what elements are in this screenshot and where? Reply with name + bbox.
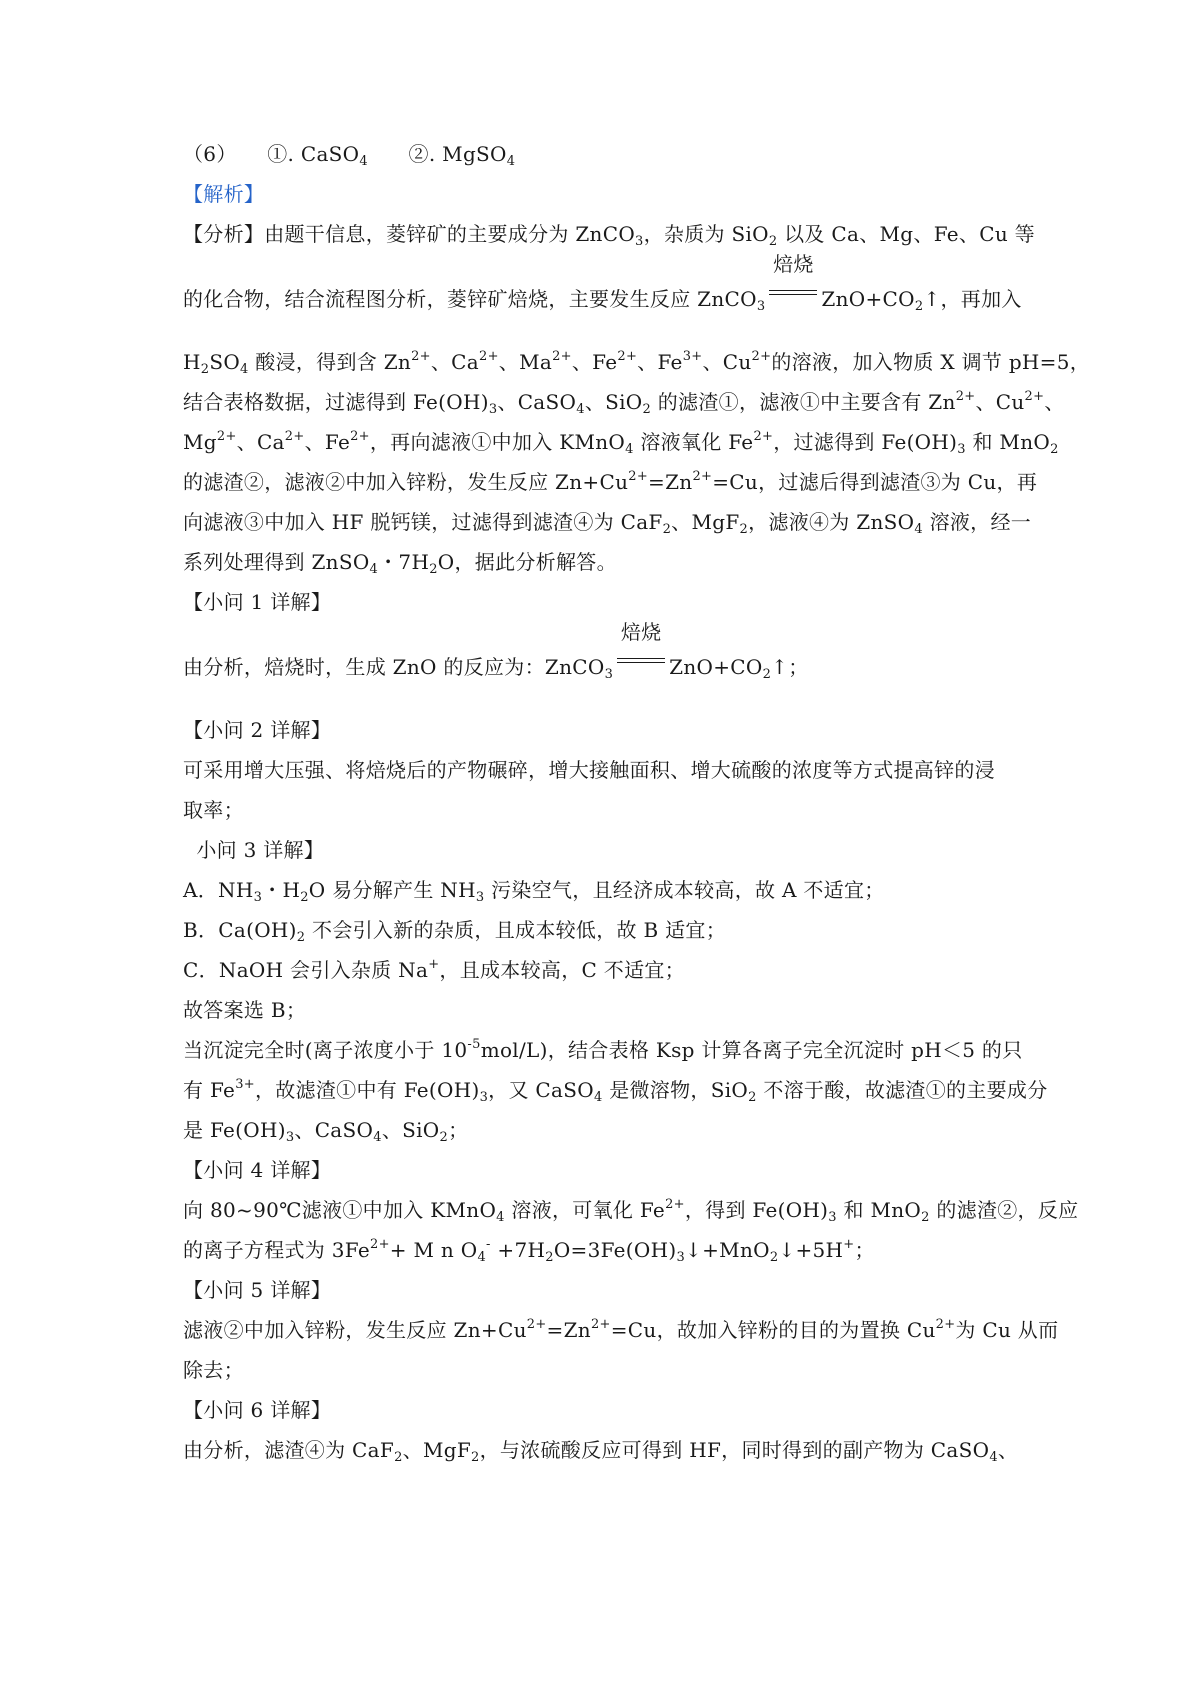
text-line: 【小问 1 详解】 bbox=[183, 590, 332, 614]
text-line: 的离子方程式为 $3Fe^{2+}+ M$ n $O_4^-$ $+7H_2O=3Fe(OH)_3↓+MnO_2↓+5H^+$； bbox=[183, 1237, 875, 1265]
text-line: 当沉淀完全时(离子浓度小于 $10^{-5}mol/L$)，结合表格 Ksp 计算各离子完全沉淀时 pH＜5 的只 bbox=[183, 1037, 1023, 1062]
text-line: 由分析，滤渣④为 CaF$_2$、MgF$_2$，与浓硫酸反应可得到 HF，同时得到的副产物为 CaSO$_4$、 bbox=[183, 1438, 1019, 1465]
text-line: $Mg^{2+}$、$Ca^{2+}$、$Fe^{2+}$，再向滤液①中加入 KMnO$_4$ 溶液氧化 $Fe^{2+}$，过滤得到 $Fe(OH)_3$ 和 MnO$_2$ bbox=[183, 429, 1059, 457]
text-line: 是 $Fe(OH)_3$、CaSO$_4$、SiO$_2$； bbox=[183, 1118, 469, 1145]
text-line: 向 80~90℃滤液①中加入 KMnO$_4$ 溶液，可氧化 $Fe^{2+}$，得到 $Fe(OH)_3$ 和 MnO$_2$ 的滤渣②，反应 bbox=[183, 1197, 1079, 1225]
text-line: A．$NH_3$・$H_2O$ 易分解产生 $NH_3$ 污染空气，且经济成本较高，故 A 不适宜； bbox=[183, 878, 885, 905]
text-line: 小问 3 详解】 bbox=[183, 838, 325, 862]
text-line: $H_2SO_4$ 酸浸，得到含 $Zn^{2+}$、$Ca^{2+}$、$Ma^{2+}$、$Fe^{2+}$、$Fe^{3+}$、$Cu^{2+}$的溶液，加入物质 X 调节 pH=5， bbox=[183, 349, 1091, 377]
text-line: 【解析】 bbox=[183, 182, 265, 206]
text-line: C．NaOH 会引入杂质 Na+，且成本较高，C 不适宜； bbox=[183, 957, 685, 982]
text-line: （6） ①. CaSO$_4$ ②. MgSO$_4$ bbox=[183, 142, 516, 169]
text-line: 取率； bbox=[183, 798, 244, 822]
text-line: 【分析】由题干信息，菱锌矿的主要成分为 ZnCO$_3$，杂质为 SiO$_2$ 以及 Ca、Mg、Fe、Cu 等 bbox=[183, 222, 1035, 249]
text-line: 的化合物，结合流程图分析，菱锌矿焙烧，主要发生反应 ZnCO$_3$ 焙烧 $ZnO+CO_2↑$，再加入 bbox=[183, 252, 1022, 314]
text-line: 【小问 2 详解】 bbox=[183, 718, 332, 742]
text-line: 由分析，焙烧时，生成 ZnO 的反应为：ZnCO$_3$ 焙烧 $ZnO+CO_2↑$； bbox=[183, 620, 809, 682]
text-line: 系列处理得到 ZnSO$_4$・$7H_2O$，据此分析解答。 bbox=[183, 550, 617, 577]
text-line: 向滤液③中加入 HF 脱钙镁，过滤得到滤渣④为 CaF$_2$、MgF$_2$，滤液④为 ZnSO$_4$ 溶液，经一 bbox=[183, 510, 1032, 537]
text-line: 【小问 6 详解】 bbox=[183, 1398, 332, 1422]
text-line: B．$Ca(OH)_2$ 不会引入新的杂质，且成本较低，故 B 适宜； bbox=[183, 918, 727, 945]
text-line: 结合表格数据，过滤得到 $Fe(OH)_3$、CaSO$_4$、SiO$_2$ 的滤渣①，滤液①中主要含有 $Zn^{2+}$、$Cu^{2+}$、 bbox=[183, 389, 1065, 417]
text-line: 可采用增大压强、将焙烧后的产物碾碎，增大接触面积、增大硫酸的浓度等方式提高锌的浸 bbox=[183, 758, 995, 782]
text-line: 滤液②中加入锌粉，发生反应 $Zn+Cu^{2+}=Zn^{2+}=Cu$，故加入锌粉的目的为置换 $Cu^{2+}$为 Cu 从而 bbox=[183, 1317, 1059, 1342]
text-line: 故答案选 B； bbox=[183, 998, 307, 1022]
text-line: 有 $Fe^{3+}$，故滤渣①中有 $Fe(OH)_3$，又 CaSO$_4$ 是微溶物，SiO$_2$ 不溶于酸，故滤渣①的主要成分 bbox=[183, 1077, 1048, 1105]
text-line: 的滤渣②，滤液②中加入锌粉，发生反应 $Zn+Cu^{2+}=Zn^{2+}=Cu$，过滤后得到滤渣③为 Cu，再 bbox=[183, 469, 1038, 494]
text-line: 【小问 5 详解】 bbox=[183, 1278, 332, 1302]
text-line: 【小问 4 详解】 bbox=[183, 1158, 332, 1182]
text-line: 除去； bbox=[183, 1358, 244, 1382]
